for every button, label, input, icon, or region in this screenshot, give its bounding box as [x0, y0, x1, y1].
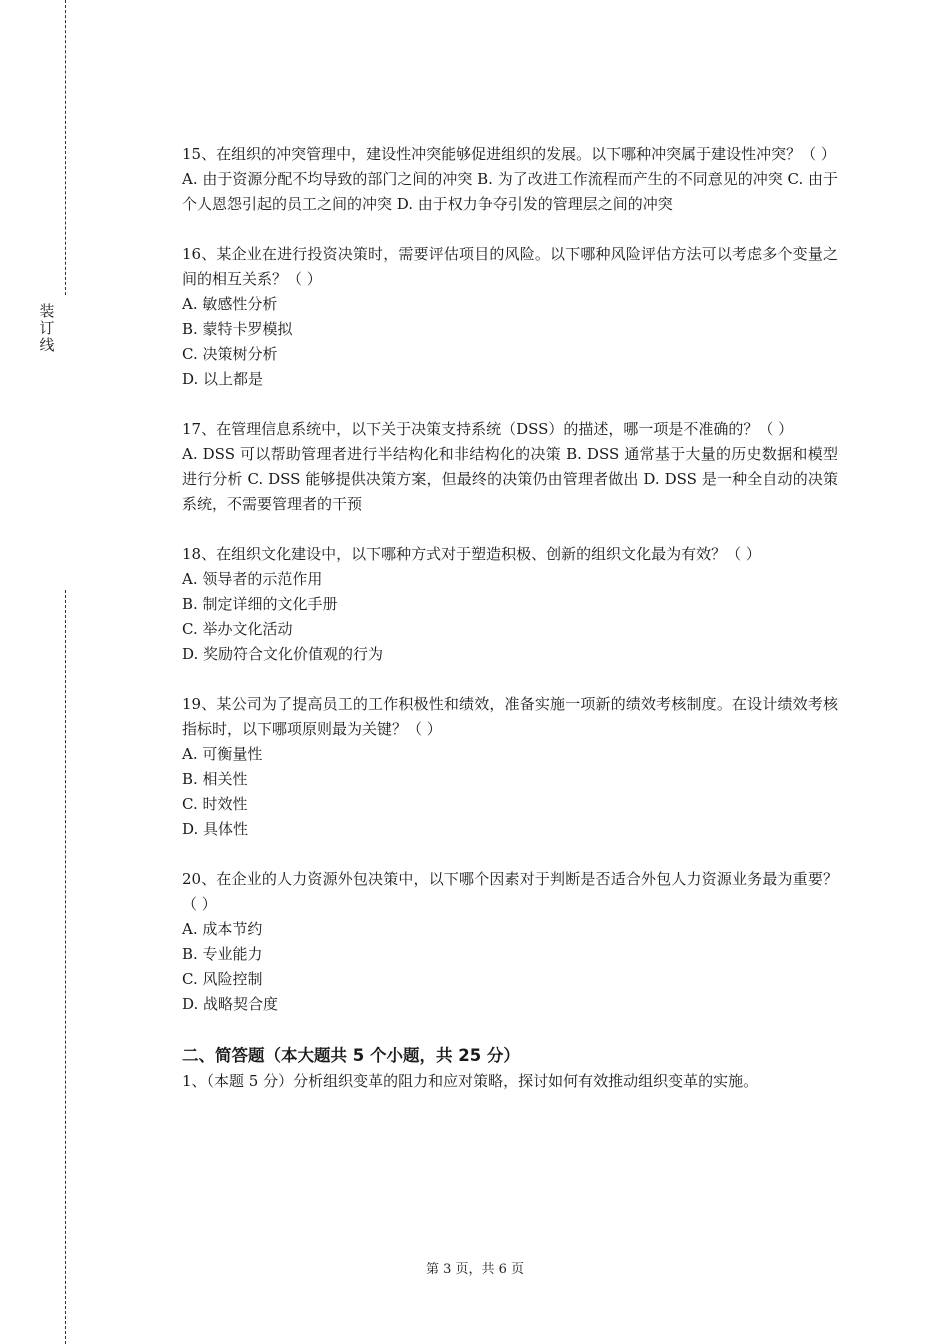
option-a: A. 敏感性分析 [182, 295, 278, 313]
question-19 [182, 692, 838, 842]
option-c: C. 举办文化活动 [182, 620, 293, 638]
question-stem: 16、某企业在进行投资决策时，需要评估项目的风险。以下哪种风险评估方法可以考虑多个变量之间的相互关系？（ ） [182, 245, 838, 288]
binding-dashed-line-bottom [65, 590, 66, 1344]
option-d: D. 具体性 [182, 820, 249, 838]
binding-label-char: 订 [39, 319, 55, 337]
option-a: A. 可衡量性 [182, 745, 263, 763]
question-stem: 20、在企业的人力资源外包决策中，以下哪个因素对于判断是否适合外包人力资源业务最为重要？（ ） [182, 870, 838, 913]
option-b: B. 蒙特卡罗模拟 [182, 320, 293, 338]
option-b: B. 制定详细的文化手册 [182, 595, 338, 613]
question-15 [182, 142, 838, 217]
exam-content [182, 142, 838, 1094]
question-options: A. 由于资源分配不均导致的部门之间的冲突 B. 为了改进工作流程而产生的不同意见的冲突 C. 由于个人恩怨引起的员工之间的冲突 D. 由于权力争夺引发的管理层之间的冲突 [182, 170, 838, 213]
section-title-short-answer: 二、简答题（本大题共 5 个小题，共 25 分） [182, 1046, 520, 1065]
binding-dashed-line-top [65, 0, 66, 295]
option-c: C. 决策树分析 [182, 345, 278, 363]
question-17 [182, 417, 838, 517]
question-stem: 15、在组织的冲突管理中，建设性冲突能够促进组织的发展。以下哪种冲突属于建设性冲突？（ ） [182, 145, 836, 163]
binding-label-char: 线 [39, 336, 55, 354]
option-a: A. 成本节约 [182, 920, 263, 938]
option-c: C. 风险控制 [182, 970, 263, 988]
option-d: D. 奖励符合文化价值观的行为 [182, 645, 384, 663]
option-d: D. 以上都是 [182, 370, 264, 388]
page-number-footer: 第 3 页，共 6 页 [425, 1262, 525, 1277]
option-b: B. 专业能力 [182, 945, 263, 963]
question-options: A. DSS 可以帮助管理者进行半结构化和非结构化的决策 B. DSS 通常基于大量的历史数据和模型进行分析 C. DSS 能够提供决策方案，但最终的决策仍由管理者做出 D. DSS 是一种全自动的决策系统，不需要管理者的干预 [182, 445, 838, 513]
binding-line-label [38, 303, 56, 354]
option-c: C. 时效性 [182, 795, 248, 813]
binding-label-char: 装 [39, 302, 55, 320]
option-d: D. 战略契合度 [182, 995, 279, 1013]
option-a: A. 领导者的示范作用 [182, 570, 323, 588]
question-stem: 17、在管理信息系统中，以下关于决策支持系统（DSS）的描述，哪一项是不准确的？（ ） [182, 420, 794, 438]
question-18 [182, 542, 838, 667]
short-answer-question-1: 1、（本题 5 分）分析组织变革的阻力和应对策略，探讨如何有效推动组织变革的实施。 [182, 1072, 759, 1090]
question-stem: 19、某公司为了提高员工的工作积极性和绩效，准备实施一项新的绩效考核制度。在设计绩效考核指标时，以下哪项原则最为关键？（ ） [182, 695, 838, 738]
question-16 [182, 242, 838, 392]
question-stem: 18、在组织文化建设中，以下哪种方式对于塑造积极、创新的组织文化最为有效？（ ） [182, 545, 761, 563]
question-20 [182, 867, 838, 1017]
option-b: B. 相关性 [182, 770, 248, 788]
